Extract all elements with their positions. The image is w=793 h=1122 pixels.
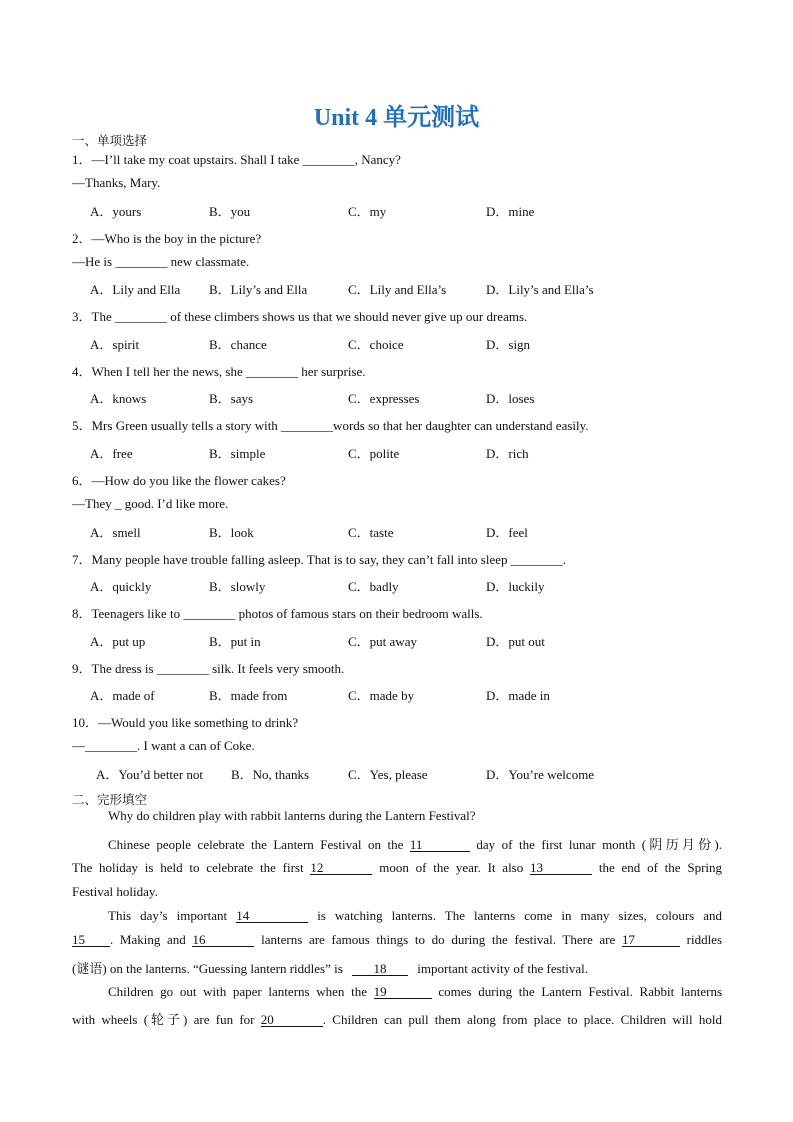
question-8-stem: 8．Teenagers like to ________ photos of famous stars on their bedroom walls. (72, 606, 483, 621)
question-8-option-a: A．put up (90, 634, 146, 649)
question-10-stem: 10．—Would you like something to drink? (72, 715, 299, 730)
question-2-option-c: C．Lily and Ella’s (348, 282, 447, 297)
question-5-option-c: C．polite (348, 446, 400, 461)
page-title: Unit 4 单元测试 (313, 105, 480, 131)
question-9-option-c: C．made by (348, 688, 415, 703)
question-2-option-a: A．Lily and Ella (90, 282, 181, 297)
question-5-option-b: B．simple (209, 446, 266, 461)
question-2-option-d: D．Lily’s and Ella’s (486, 282, 594, 297)
question-10-option-a: A．You’d better not (96, 767, 204, 782)
cloze-text: . Making and (110, 932, 186, 947)
question-9-option-b: B．made from (209, 688, 288, 703)
question-4-option-c: C．expresses (348, 391, 420, 406)
question-1-response: —Thanks, Mary. (72, 175, 161, 190)
question-5-option-d: D．rich (486, 446, 529, 461)
blank-20: 20 (261, 1013, 323, 1027)
cloze-line (108, 984, 722, 1000)
blank-13: 13 (530, 861, 592, 875)
cloze-text: The holiday is held to celebrate the first (72, 860, 304, 875)
question-1-option-c: C．my (348, 204, 387, 219)
question-6-response: —They _ good. I’d like more. (72, 496, 229, 511)
cloze-text: is watching lanterns. The lanterns come in many sizes, colours and (317, 908, 723, 923)
question-6-option-a: A．smell (90, 525, 141, 540)
question-3-option-c: C．choice (348, 337, 404, 352)
question-4-option-a: A．knows (90, 391, 147, 406)
question-4-option-b: B．says (209, 391, 254, 406)
cloze-text: Children go out with paper lanterns when the (108, 984, 367, 999)
question-10-option-c: C．Yes, please (348, 767, 428, 782)
cloze-line (108, 908, 722, 924)
question-7-option-c: C．badly (348, 579, 399, 594)
question-6-option-b: B．look (209, 525, 254, 540)
cloze-text: Chinese people celebrate the Lantern Festival on the (108, 837, 404, 852)
blank-15: 15 (72, 933, 110, 947)
question-3-option-a: A．spirit (90, 337, 140, 352)
question-7-option-d: D．luckily (486, 579, 545, 594)
cloze-line (108, 834, 722, 853)
question-5-option-a: A．free (90, 446, 133, 461)
question-1-stem: 1．—I’ll take my coat upstairs. Shall I take ________, Nancy? (72, 152, 401, 167)
question-6-option-c: C．taste (348, 525, 394, 540)
question-8-option-b: B．put in (209, 634, 261, 649)
question-2-stem: 2．—Who is the boy in the picture? (72, 231, 262, 246)
question-9-option-a: A．made of (90, 688, 155, 703)
cloze-text: This day’s important (108, 908, 228, 923)
question-7-option-a: A．quickly (90, 579, 152, 594)
cloze-heading: Why do children play with rabbit lanterns during the Lantern Festival? (108, 808, 476, 823)
question-7-option-b: B．slowly (209, 579, 266, 594)
cloze-line (72, 860, 722, 876)
question-6-stem: 6．—How do you like the flower cakes? (72, 473, 286, 488)
cloze-line (72, 1009, 722, 1028)
question-4-option-d: D．loses (486, 391, 535, 406)
cloze-text: moon of the year. It also (379, 860, 524, 875)
cloze-text: the end of the Spring (598, 860, 723, 875)
question-9-option-d: D．made in (486, 688, 550, 703)
blank-17: 17 (622, 933, 680, 947)
blank-12: 12 (310, 861, 372, 875)
blank-14: 14 (236, 909, 308, 923)
question-9-stem: 9．The dress is ________ silk. It feels very smooth. (72, 661, 345, 676)
question-10-option-d: D．You’re welcome (486, 767, 595, 782)
question-6-option-d: D．feel (486, 525, 528, 540)
question-7-stem: 7．Many people have trouble falling asleep. That is to say, they can’t fall into sleep ________. (72, 552, 566, 567)
cloze-line (72, 958, 588, 977)
blank-16: 16 (192, 933, 254, 947)
section-heading-single-choice: 一、单项选择 (72, 133, 148, 148)
cloze-text: Festival holiday. (72, 884, 158, 899)
question-5-stem: 5．Mrs Green usually tells a story with ________words so that her daughter can understand easily. (72, 418, 589, 433)
cloze-text: comes during the Lantern Festival. Rabbit lanterns (438, 984, 723, 999)
blank-19: 19 (374, 985, 432, 999)
question-3-option-d: D．sign (486, 337, 531, 352)
cloze-text: . Children can pull them along from place to place. Children will hold (322, 1012, 723, 1027)
cloze-line (72, 932, 722, 948)
question-10-response: —________. I want a can of Coke. (72, 738, 255, 753)
blank-11: 11 (410, 838, 470, 852)
cloze-text: riddles (686, 932, 723, 947)
question-1-option-d: D．mine (486, 204, 535, 219)
question-8-option-c: C．put away (348, 634, 417, 649)
cloze-text: with wheels (轮子) are fun for (72, 1012, 255, 1027)
question-3-stem: 3．The ________ of these climbers shows us that we should never give up our dreams. (72, 309, 528, 324)
cloze-text: day of the first lunar month (阴历月份). (476, 837, 723, 852)
cloze-text: important activity of the festival. (417, 961, 589, 976)
question-4-stem: 4．When I tell her the news, she ________ her surprise. (72, 364, 366, 379)
blank-18: 18 (352, 962, 408, 976)
cloze-text: lanterns are famous things to do during the festival. There are (261, 932, 616, 947)
cloze-text: (谜语) on the lanterns. “Guessing lantern riddles” is (72, 961, 343, 976)
question-10-option-b: B．No, thanks (231, 767, 310, 782)
question-3-option-b: B．chance (209, 337, 267, 352)
question-1-option-b: B．you (209, 204, 251, 219)
question-8-option-d: D．put out (486, 634, 545, 649)
question-1-option-a: A．yours (90, 204, 142, 219)
question-2-option-b: B．Lily’s and Ella (209, 282, 308, 297)
question-2-response: —He is ________ new classmate. (72, 254, 250, 269)
section-heading-cloze: 二、完形填空 (72, 792, 148, 807)
